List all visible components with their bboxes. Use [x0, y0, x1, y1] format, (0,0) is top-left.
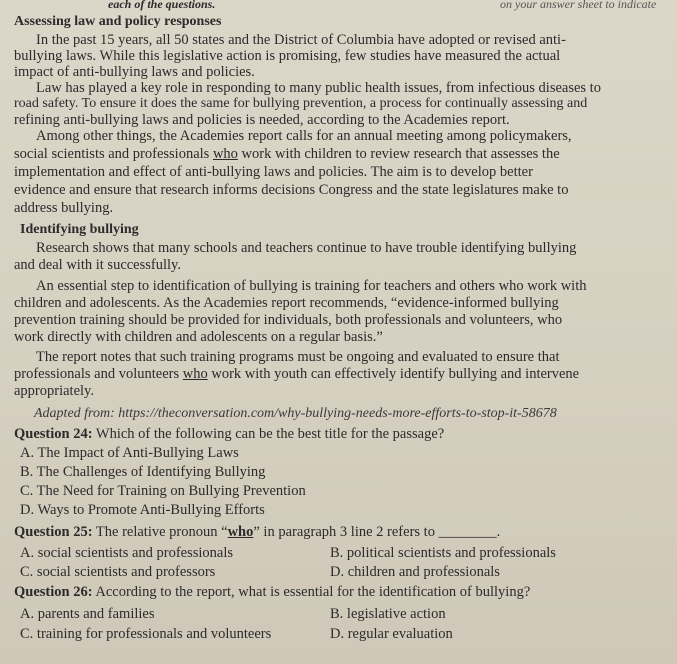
- paragraph-6-line-3: appropriately.: [14, 383, 94, 399]
- section-heading-identifying: Identifying bullying: [20, 222, 139, 237]
- paragraph-6-line-2: professionals and volunteers who work with youth can effectively identify bullying and intervene: [14, 366, 580, 382]
- question-25-option-d[interactable]: D. children and professionals: [330, 564, 500, 580]
- question-25-option-a[interactable]: A. social scientists and professionals: [20, 545, 234, 561]
- header-fragment-left: each of the questions.: [108, 0, 216, 11]
- source-citation: Adapted from: https://theconversation.com/why-bullying-needs-more-efforts-to-stop-it-58678: [34, 406, 557, 421]
- paragraph-5-line-3: prevention training should be provided for individuals, both professionals and volunteers, who: [14, 312, 563, 328]
- question-24-option-a[interactable]: A. The Impact of Anti-Bullying Laws: [20, 445, 239, 461]
- paragraph-6-line-1: The report notes that such training programs must be ongoing and evaluated to ensure that: [36, 349, 560, 365]
- paragraph-4-line-2: and deal with it successfully.: [14, 257, 181, 273]
- question-24-option-d[interactable]: D. Ways to Promote Anti-Bullying Efforts: [20, 502, 265, 518]
- paragraph-2-line-2: road safety. To ensure it does the same for bullying prevention, a process for continually assessing and: [14, 96, 588, 111]
- question-26-prompt: Question 26: According to the report, what is essential for the identification of bullying?: [14, 584, 531, 600]
- header-fragment-right: on your answer sheet to indicate: [500, 0, 657, 11]
- question-26-option-c[interactable]: C. training for professionals and volunteers: [20, 626, 272, 642]
- question-25-option-b[interactable]: B. political scientists and professionals: [330, 545, 556, 561]
- question-25-option-c[interactable]: C. social scientists and professors: [20, 564, 216, 580]
- section-heading-assessing: Assessing law and policy responses: [14, 14, 222, 29]
- relative-pronoun-who: who: [212, 146, 238, 162]
- paragraph-3-line-5: address bullying.: [14, 200, 114, 216]
- paragraph-3-line-3: implementation and effect of anti-bullying laws and policies. The aim is to develop better: [14, 164, 533, 180]
- answer-blank: ________.: [438, 524, 501, 540]
- paragraph-2-line-1: Law has played a key role in responding to many public health issues, from infectious diseases to: [36, 80, 601, 96]
- paragraph-1-line-3: impact of anti-bullying laws and policies.: [14, 64, 255, 80]
- paragraph-5-line-4: work directly with children and adolescents on a regular basis.”: [14, 329, 383, 345]
- paragraph-4-line-1: Research shows that many schools and teachers continue to have trouble identifying bullying: [36, 240, 577, 256]
- paragraph-2-line-3: refining anti-bullying laws and policies is needed, according to the Academies report.: [14, 112, 510, 128]
- question-24-prompt: Question 24: Which of the following can be the best title for the passage?: [14, 426, 445, 442]
- paragraph-3-line-1: Among other things, the Academies report calls for an annual meeting among policymakers,: [36, 128, 572, 144]
- question-24-option-b[interactable]: B. The Challenges of Identifying Bullying: [20, 464, 266, 480]
- question-24-option-c[interactable]: C. The Need for Training on Bullying Prevention: [20, 483, 306, 499]
- paragraph-5-line-1: An essential step to identification of bullying is training for teachers and others who work with: [36, 278, 587, 294]
- question-26-option-d[interactable]: D. regular evaluation: [330, 626, 453, 642]
- question-25-prompt: Question 25: The relative pronoun “who” in paragraph 3 line 2 refers to ________.: [14, 524, 501, 540]
- paragraph-3-line-4: evidence and ensure that research informs decisions Congress and the state legislatures make to: [14, 182, 569, 198]
- paragraph-1-line-1: In the past 15 years, all 50 states and the District of Columbia have adopted or revised anti-: [36, 32, 566, 48]
- paragraph-3-line-2: social scientists and professionals who work with children to review research that assesses the: [14, 146, 560, 162]
- question-26-option-b[interactable]: B. legislative action: [330, 606, 446, 622]
- question-26-option-a[interactable]: A. parents and families: [20, 606, 155, 622]
- paragraph-1-line-2: bullying laws. While this legislative action is promising, few studies have measured the actual: [14, 48, 561, 64]
- relative-pronoun-who-2: who: [182, 366, 208, 382]
- paragraph-5-line-2: children and adolescents. As the Academies report recommends, “evidence-informed bullying: [14, 295, 559, 311]
